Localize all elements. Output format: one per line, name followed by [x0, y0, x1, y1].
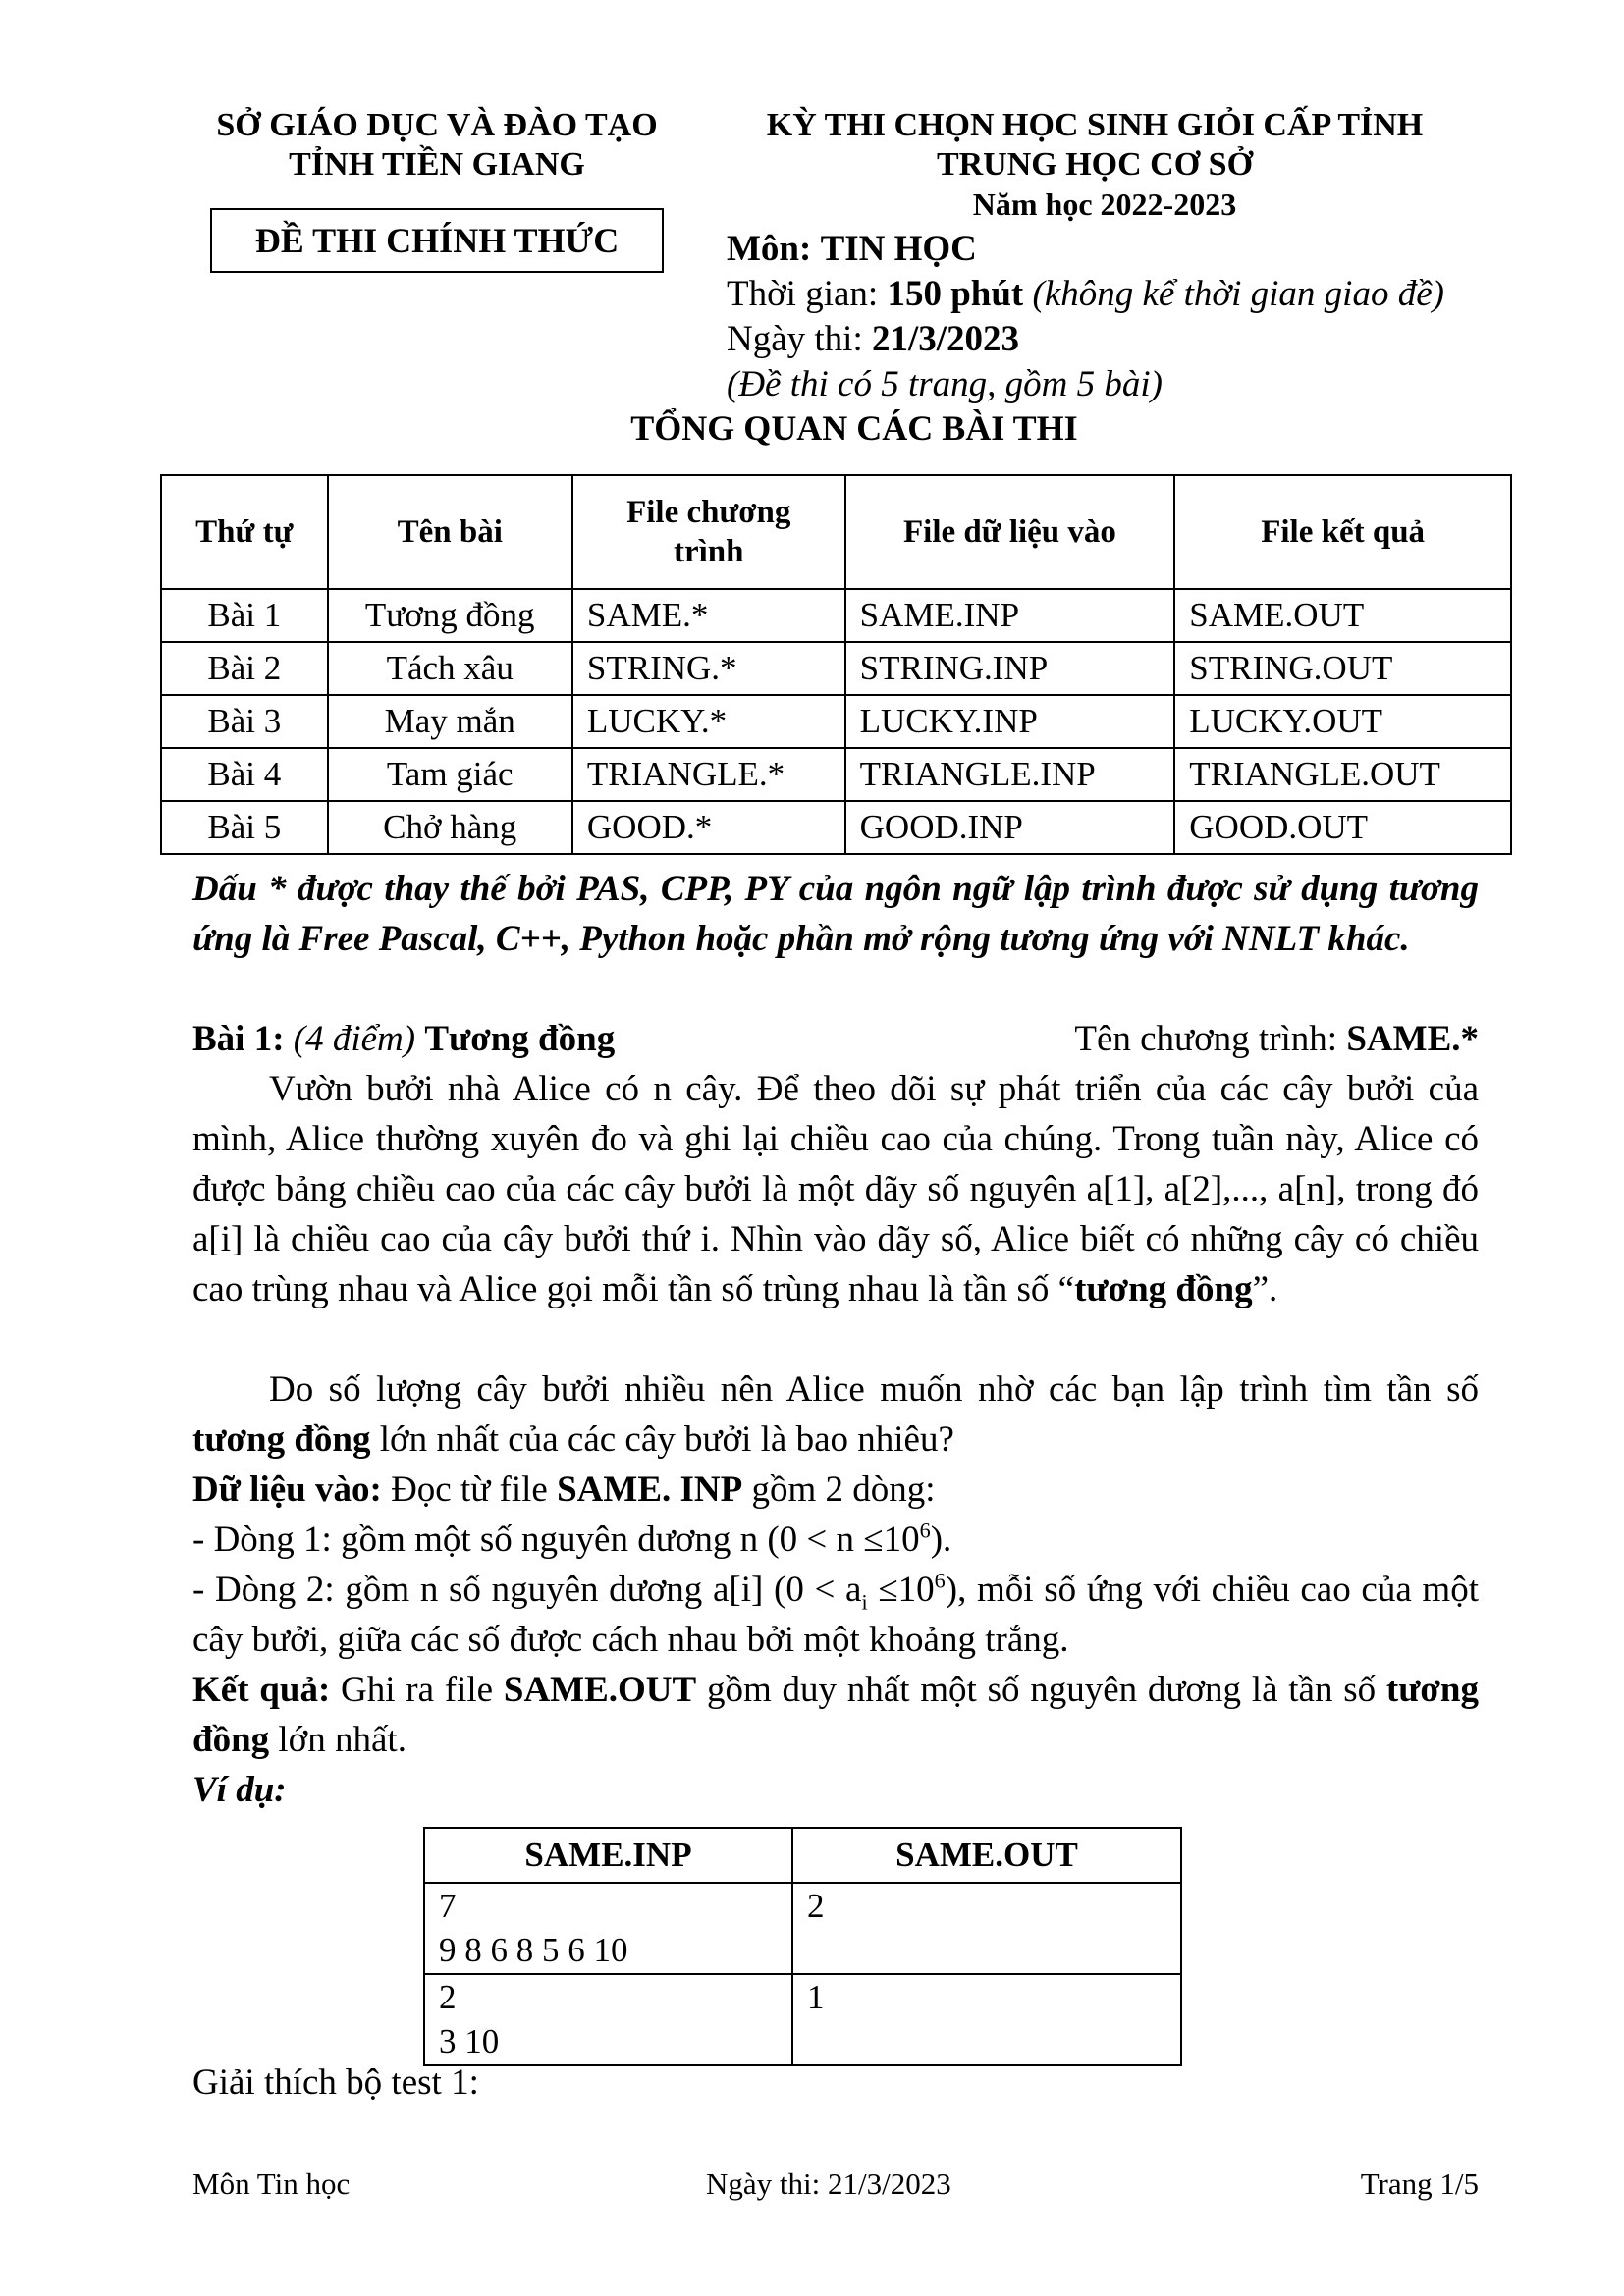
cell-program: STRING.* [572, 642, 845, 695]
col-header-input-file: File dữ liệu vào [845, 475, 1175, 589]
footer-date: Ngày thi: 21/3/2023 [706, 2166, 951, 2201]
cell-output: GOOD.OUT [1174, 801, 1511, 854]
cell-input: SAME.INP [845, 589, 1175, 642]
exam-title-line1: KỲ THI CHỌN HỌC SINH GIỎI CẤP TỈNH [766, 107, 1424, 143]
official-exam-box: ĐỀ THI CHÍNH THỨC [210, 208, 664, 273]
exam-title [707, 106, 1483, 224]
output-file: SAME.OUT [503, 1670, 697, 1710]
line2-end: ), mỗi số ứng với chiều cao của một cây bưởi, giữa các số được cách nhau bởi một khoảng trắng. [192, 1570, 1479, 1660]
table-row [424, 1974, 1181, 2065]
line1-exponent: 6 [919, 1518, 931, 1543]
input-text: Đọc từ file [391, 1469, 548, 1510]
time-label: Thời gian: [727, 274, 879, 314]
test-explanation: Giải thích bộ test 1: [192, 2062, 479, 2103]
exam-title-line2: TRUNG HỌC CƠ SỞ [936, 146, 1254, 183]
cell-program: TRIANGLE.* [572, 748, 845, 801]
para1-bold: tương đồng [1074, 1269, 1253, 1309]
input-line1 [192, 1515, 1479, 1565]
cell-output: TRIANGLE.OUT [1174, 748, 1511, 801]
line2-subscript: i [861, 1589, 868, 1615]
cell-name: Tách xâu [328, 642, 572, 695]
footer-page: Trang 1/5 [1360, 2166, 1479, 2201]
department-line1: SỞ GIÁO DỤC VÀ ĐÀO TẠO [216, 107, 658, 143]
para2-bold: tương đồng [192, 1419, 371, 1460]
line1-end: ). [930, 1520, 952, 1560]
footer-subject: Môn Tin học [192, 2166, 351, 2201]
cell-name: Tam giác [328, 748, 572, 801]
example-output-cell: 2 [792, 1883, 1181, 1974]
cell-order: Bài 4 [161, 748, 328, 801]
cell-name: Chở hàng [328, 801, 572, 854]
example-input-line2: 3 10 [439, 2022, 500, 2060]
line2-text-b: ≤10 [867, 1570, 935, 1610]
school-year: Năm học 2022-2023 [972, 187, 1237, 222]
para1-end: ”. [1252, 1269, 1278, 1309]
col-header-order: Thứ tự [161, 475, 328, 589]
table-row [424, 1883, 1181, 1974]
output-text: Ghi ra file [341, 1670, 494, 1710]
department-line2: TỈNH TIỀN GIANG [289, 146, 585, 183]
overview-table [160, 474, 1512, 855]
output-text2: gồm duy nhất một số nguyên dương là tần số [706, 1670, 1377, 1710]
col-header-name: Tên bài [328, 475, 572, 589]
example-input-line1: 2 [439, 1978, 457, 2016]
output-description [192, 1665, 1479, 1765]
col-header-program-file: File chương trình [572, 475, 845, 589]
overview-title: TỔNG QUAN CÁC BÀI THI [630, 408, 1078, 448]
cell-order: Bài 5 [161, 801, 328, 854]
cell-program: GOOD.* [572, 801, 845, 854]
time-note: (không kể thời gian giao đề) [1032, 274, 1444, 314]
example-label: Ví dụ: [192, 1770, 287, 1810]
cell-order: Bài 2 [161, 642, 328, 695]
cell-output: LUCKY.OUT [1174, 695, 1511, 748]
example-header-output: SAME.OUT [792, 1828, 1181, 1883]
input-description [192, 1465, 1479, 1515]
table-row [161, 695, 1511, 748]
table-row [161, 642, 1511, 695]
program-file: SAME.* [1346, 1019, 1479, 1059]
para2-text: Do số lượng cây bưởi nhiều nên Alice muốn nhờ các bạn lập trình tìm tần số [269, 1369, 1479, 1410]
subject-label: Môn: [727, 229, 812, 269]
department-name [177, 106, 697, 185]
output-bold: tương đồng [192, 1670, 1479, 1760]
col-header-output-file: File kết quả [1174, 475, 1511, 589]
table-row [161, 589, 1511, 642]
time-value: 150 phút [887, 274, 1024, 314]
example-input-line1: 7 [439, 1887, 457, 1925]
cell-order: Bài 1 [161, 589, 328, 642]
cell-program: LUCKY.* [572, 695, 845, 748]
problem1-paragraph1 [192, 1064, 1479, 1314]
problem1-name: Tương đồng [424, 1019, 616, 1059]
pages-note: (Đề thi có 5 trang, gồm 5 bài) [727, 364, 1163, 404]
line2-exponent: 6 [934, 1568, 946, 1593]
input-label: Dữ liệu vào: [192, 1469, 382, 1510]
table-row [161, 748, 1511, 801]
line1-text: - Dòng 1: gồm một số nguyên dương n (0 < n ≤10 [192, 1520, 920, 1560]
problem1-label: Bài 1: [192, 1019, 285, 1059]
output-text3: lớn nhất. [278, 1720, 406, 1760]
example-header-input: SAME.INP [424, 1828, 792, 1883]
input-line2 [192, 1565, 1479, 1665]
cell-order: Bài 3 [161, 695, 328, 748]
input-file: SAME. INP [557, 1469, 743, 1510]
subject-value: TIN HỌC [820, 229, 977, 269]
example-header-row [424, 1828, 1181, 1883]
para1-text: Vườn bưởi nhà Alice có n cây. Để theo dõi sự phát triển của các cây bưởi của mình, Alice thường xuyên đo và ghi lại chiều cao của chúng. Trong tuần này, Alice có được bảng chiều cao của các cây bưởi là một dãy số nguyên a[1], a[2],..., a[n], trong đó a[i] là chiều cao của cây bưởi thứ i. Nhìn vào dãy số, Alice biết có những cây có chiều cao trùng nhau và Alice gọi mỗi tần số trùng nhau là tần số “ [192, 1069, 1479, 1309]
cell-input: LUCKY.INP [845, 695, 1175, 748]
example-output-cell: 1 [792, 1974, 1181, 2065]
date-line [727, 318, 1019, 361]
para2-end: lớn nhất của các cây bưởi là bao nhiêu? [370, 1419, 954, 1460]
cell-output: SAME.OUT [1174, 589, 1511, 642]
example-input-cell [424, 1974, 792, 2065]
input-text2: gồm 2 dòng: [751, 1469, 936, 1510]
date-label: Ngày thi: [727, 319, 863, 359]
example-input-line2: 9 8 6 8 5 6 10 [439, 1931, 628, 1969]
overview-header-row [161, 475, 1511, 589]
cell-input: TRIANGLE.INP [845, 748, 1175, 801]
problem1-paragraph2 [192, 1364, 1479, 1465]
extension-note: Dấu * được thay thế bởi PAS, CPP, PY của ngôn ngữ lập trình được sử dụng tương ứng là Free Pascal, C++, Python hoặc phần mở rộng tương ứng với NNLT khác. [192, 869, 1479, 959]
problem1-program [982, 1014, 1479, 1064]
problem1-points: (4 điểm) [293, 1019, 416, 1059]
example-input-cell [424, 1883, 792, 1974]
date-value: 21/3/2023 [871, 319, 1020, 359]
cell-program: SAME.* [572, 589, 845, 642]
program-label: Tên chương trình: [1074, 1019, 1338, 1059]
cell-output: STRING.OUT [1174, 642, 1511, 695]
cell-name: Tương đồng [328, 589, 572, 642]
example-table [423, 1827, 1182, 2066]
line2-text: - Dòng 2: gồm n số nguyên dương a[i] (0 < a [192, 1570, 862, 1610]
output-label: Kết quả: [192, 1670, 331, 1710]
cell-name: May mắn [328, 695, 572, 748]
cell-input: STRING.INP [845, 642, 1175, 695]
time-line [727, 273, 1444, 316]
table-row [161, 801, 1511, 854]
cell-input: GOOD.INP [845, 801, 1175, 854]
subject-line [727, 228, 977, 271]
